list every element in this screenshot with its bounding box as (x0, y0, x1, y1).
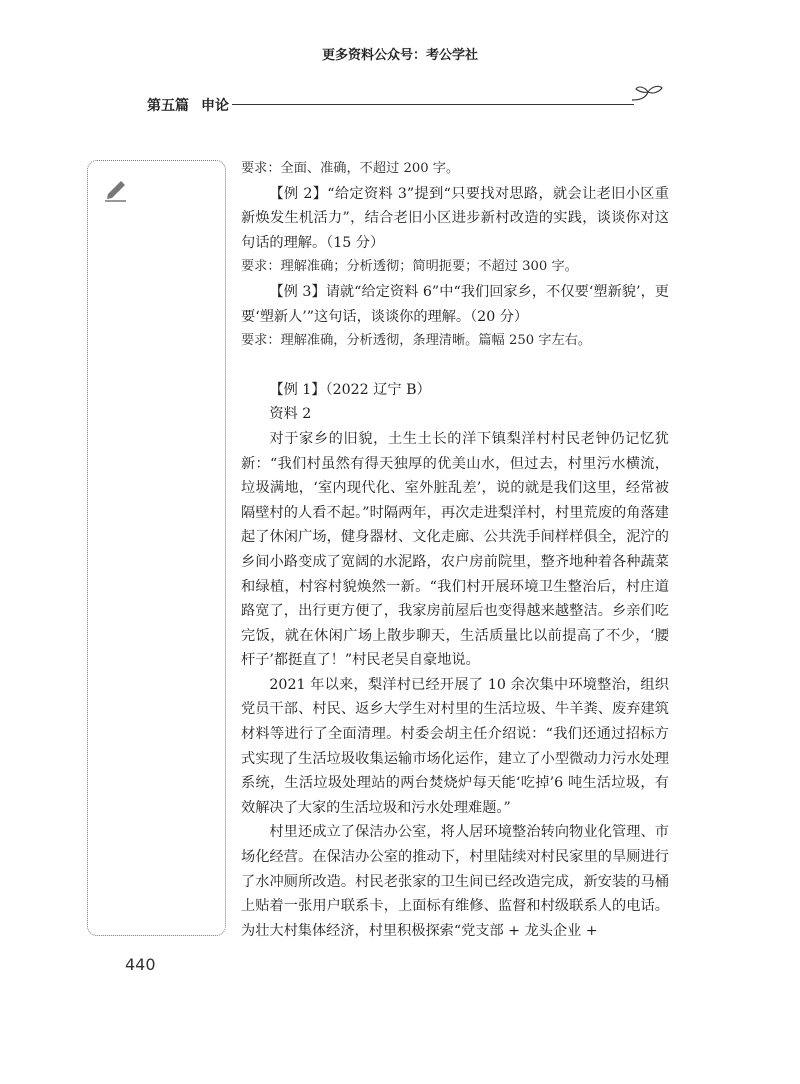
requirement-line: 要求：理解准确，分析透彻，条理清晰。篇幅 250 字左右。 (241, 333, 592, 349)
header-rule (232, 104, 634, 105)
requirement-line: 要求：理解准确；分析透彻；简明扼要；不超过 300 字。 (241, 259, 578, 275)
section-label: 申论 (201, 98, 229, 114)
part-label: 第五篇 (147, 98, 189, 114)
main-text (241, 157, 669, 943)
example-title: 【例 1】（2022 辽宁 B） (269, 381, 431, 398)
question-paragraph: 【例 3】请就“给定资料 6”中“我们回家乡，不仅要‘塑新貌’，更要‘塑新人’”这句话，谈谈你的理解。（20 分） (241, 283, 669, 325)
material-paragraph: 村里还成立了保洁办公室，将人居环境整治转向物业化管理、市场化经营。在保洁办公室的推动下，村里陆续对村民家里的旱厕进行了水冲厕所改造。村民老张家的卫生间已经改造完成，新安装的马桶上贴着一张用户联系卡，上面标有维修、监督和村级联系人的电话。为壮大村集体经济，村里积极探索“党支部 + 龙头企业 + (241, 824, 669, 939)
source-banner: 更多资料公众号：考公学社 (321, 48, 478, 63)
sprout-icon (630, 84, 664, 106)
requirement-line: 要求：全面、准确，不超过 200 字。 (241, 161, 460, 176)
page-number: 440 (125, 955, 156, 974)
material-paragraph: 对于家乡的旧貌，土生土长的洋下镇梨洋村村民老钟仍记忆犹新：“我们村虽然有得天独厚的优美山水，但过去，村里污水横流，垃圾满地，‘室内现代化、室外脏乱差’，说的就是我们这里，经常被隔壁村的人看不起。”时隔两年，再次走进梨洋村，村里荒废的角落建起了休闲广场，健身器材、文化走廊、公共洗手间样样俱全，泥泞的乡间小路变成了宽阔的水泥路，农户房前院里，整齐地种着各种蔬菜和绿植，村容村貌焕然一新。“我们村开展环境卫生整治后，村庄道路宽了，出行更方便了，我家房前屋后也变得越来越整洁。乡亲们吃完饭，就在休闲广场上散步聊天，生活质量比以前提高了不少，‘腰杆子’都挺直了！”村民老吴自豪地说。 (241, 430, 669, 669)
chapter-heading (147, 95, 229, 115)
question-paragraph: 【例 2】“给定资料 3”提到“只要找对思路，就会让老旧小区重新焕发生机活力”，结合老旧小区进步新村改造的实践，谈谈你对这句话的理解。（15 分） (241, 185, 669, 251)
notes-margin-box (87, 160, 226, 936)
material-paragraph: 2021 年以来，梨洋村已经开展了 10 余次集中环境整治，组织党员干部、村民、返乡大学生对村里的生活垃圾、牛羊粪、废弃建筑材料等进行了全面清理。村委会胡主任介绍说：“我们还通过招标方式实现了生活垃圾收集运输市场化运作，建立了小型微动力污水处理系统，生活垃圾处理站的两台焚烧炉每天能‘吃掉’6 吨生活垃圾，有效解决了大家的生活垃圾和污水处理难题。” (241, 676, 669, 816)
pencil-icon (102, 178, 128, 202)
spacer (241, 354, 669, 378)
material-title: 资料 2 (269, 406, 312, 423)
